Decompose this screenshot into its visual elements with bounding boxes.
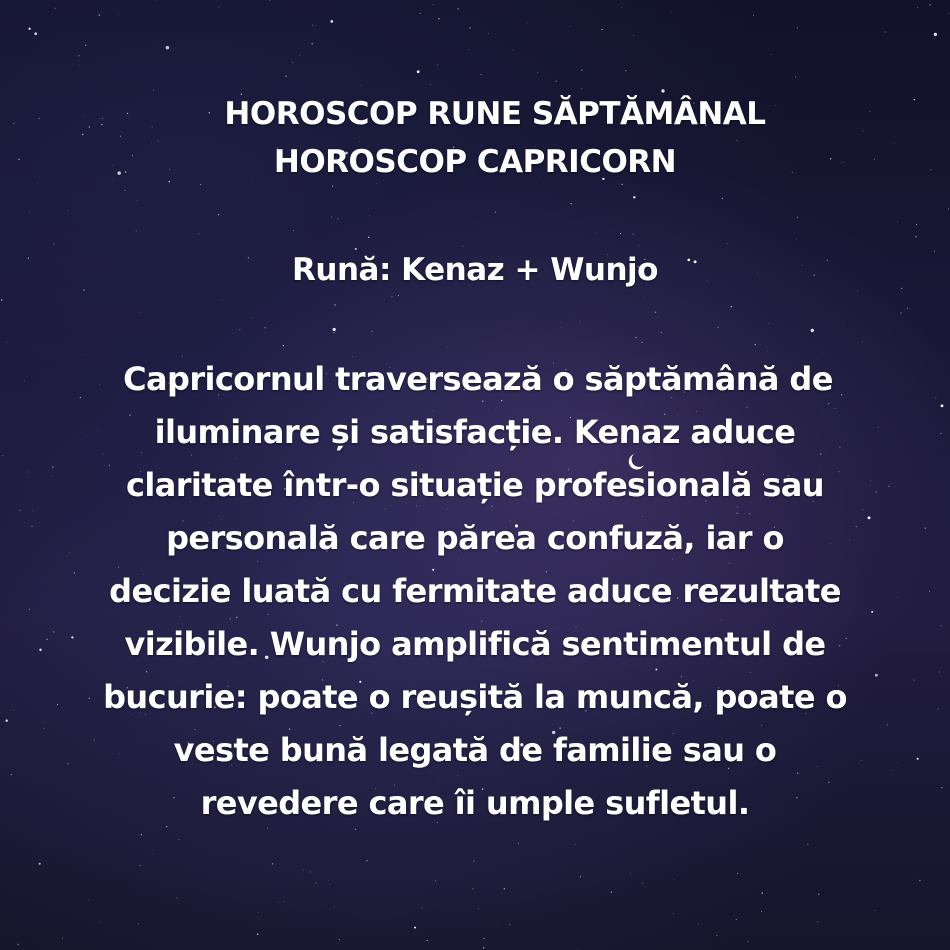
body-line-5: decizie luată cu fermitate aduce rezultate — [109, 572, 841, 610]
rune-line: Rună: Kenaz + Wunjo — [292, 252, 658, 288]
body-line-2: iluminare și satisfacție. Kenaz aduce — [154, 413, 796, 451]
body-line-9: revedere care îi umple sufletul. — [200, 784, 750, 822]
body-line-4: personală care părea confuză, iar o — [166, 519, 784, 557]
body-line-8: veste bună legată de familie sau o — [173, 731, 777, 769]
body-line-3: claritate într-o situație profesională sau — [126, 466, 824, 504]
body-line-1: Capricornul traversează o săptămână de — [123, 360, 833, 398]
body-line-7: bucurie: poate o reușită la muncă, poate o — [103, 678, 847, 716]
body-line-6: vizibile. Wunjo amplifică sentimentul de — [124, 625, 826, 663]
title-line-1: HOROSCOP RUNE SĂPTĂMÂNAL — [224, 96, 766, 132]
title-line-2: HOROSCOP CAPRICORN — [273, 144, 677, 180]
